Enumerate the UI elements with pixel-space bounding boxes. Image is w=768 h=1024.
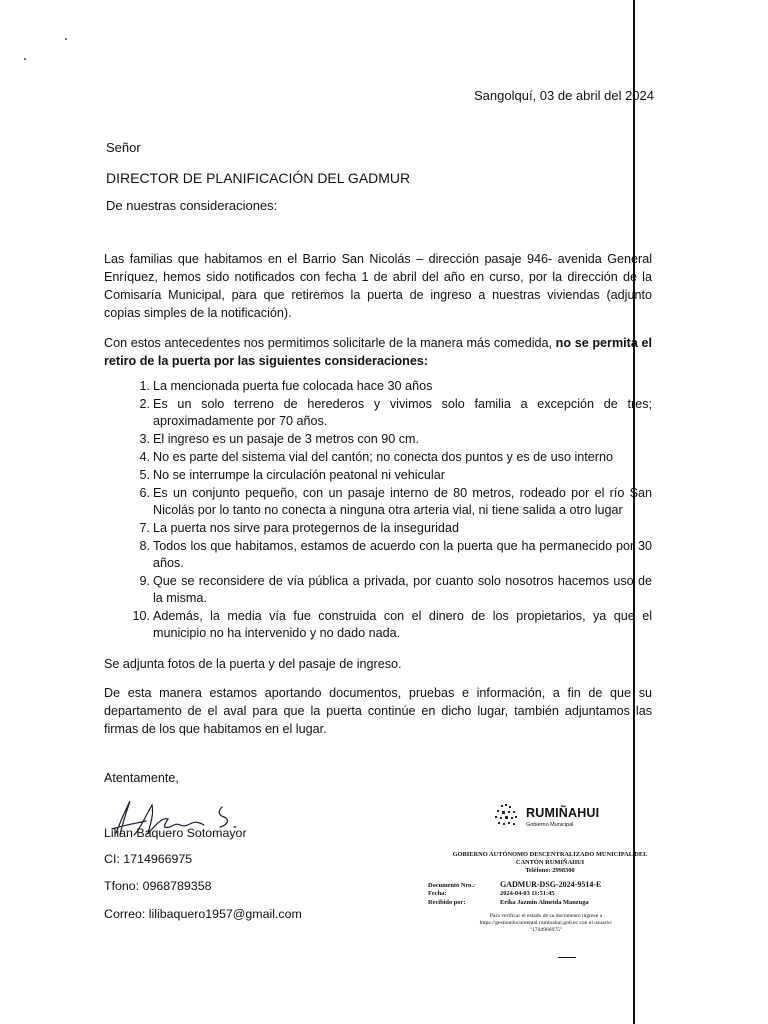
consideration-item xyxy=(104,485,652,519)
stamp-label: Fecha: xyxy=(428,890,447,897)
consideration-item xyxy=(104,449,652,466)
consideration-item xyxy=(104,467,652,484)
signer-ci: CI: 1714966975 xyxy=(104,852,193,866)
stamp-date xyxy=(428,890,555,897)
consideration-number: 9. xyxy=(139,574,150,588)
consideration-text: Que se reconsidere de vía pública a privada, por cuanto solo nosotros hacemos uso de la misma. xyxy=(153,574,652,605)
consideration-item xyxy=(104,396,652,430)
paragraph-attachments: Se adjunta fotos de la puerta y del pasaje de ingreso. xyxy=(104,657,402,671)
scan-speck xyxy=(65,38,67,40)
stamp-gov-line: CANTÓN RUMIÑAHUI xyxy=(515,859,585,866)
consideration-number: 7. xyxy=(139,521,150,535)
paragraph-closing-request: De esta manera estamos aportando documentos, pruebas e información, a fin de que su departamento de el aval para que la puerta continúe en dicho lugar, también adjuntamos las firmas de los que habitamos en el lugar. xyxy=(104,686,652,736)
stamp-brand: RUMIÑAHUI xyxy=(526,806,600,820)
consideration-number: 10. xyxy=(132,609,150,623)
stamp-label: Documento Nro.: xyxy=(428,882,476,889)
consideration-number: 5. xyxy=(139,468,150,482)
consideration-number: 6. xyxy=(139,486,150,500)
consideration-item xyxy=(104,608,652,642)
consideration-number: 4. xyxy=(139,450,150,464)
municipality-logo-icon xyxy=(492,803,520,829)
stamp-doc-number xyxy=(428,880,601,889)
consideration-text: Es un solo terreno de herederos y vivimos solo familia a excepción de tres; aproximadamente por 70 años. xyxy=(153,397,652,428)
request-bold-text: no se permita el retiro de la puerta por las siguientes consideraciones: xyxy=(104,336,652,368)
paragraph-request xyxy=(104,334,652,370)
date-line: Sangolquí, 03 de abril del 2024 xyxy=(474,88,654,103)
consideration-number: 8. xyxy=(139,539,150,553)
salutation: Señor xyxy=(106,140,141,155)
stamp-value: Erika Jazmín Almeida Manzuga xyxy=(500,899,589,906)
consideration-text: Además, la media vía fue construida con el dinero de los propietarios, ya que el municipio no ha intervenido y no dado nada. xyxy=(153,609,652,640)
considerations-list xyxy=(104,378,652,643)
consideration-number: 1. xyxy=(139,379,150,393)
consideration-number: 3. xyxy=(139,432,150,446)
consideration-text: Es un conjunto pequeño, con un pasaje interno de 80 metros, rodeado por el río San Nicolás por lo tanto no conecta a ninguna otra arteria vial, ni tiene salida a otro lugar xyxy=(153,486,652,517)
closing: Atentamente, xyxy=(104,771,179,785)
consideration-text: La mencionada puerta fue colocada hace 30 años xyxy=(153,379,433,393)
consideration-item xyxy=(104,573,652,607)
consideration-text: No se interrumpe la circulación peatonal ni vehicular xyxy=(153,468,445,482)
stamp-received-by xyxy=(428,899,589,906)
stamp-label: Recibido por: xyxy=(428,899,466,906)
stamp-government-name xyxy=(430,851,670,875)
stamp-brand-sub: Gobierno Municipal xyxy=(526,822,574,828)
stamp-gov-line: GOBIERNO AUTÓNOMO DESCENTRALIZADO MUNICIPAL DEL xyxy=(452,851,648,858)
consideration-item xyxy=(104,520,652,537)
stamp-gov-line: Teléfono: 2998300 xyxy=(525,867,575,874)
signer-phone: Tfono: 0968789358 xyxy=(104,879,212,893)
scan-speck xyxy=(24,58,26,60)
consideration-item xyxy=(104,378,652,395)
stamp-verification-note: Para verificar el estado de su documento ingrese a https://gestiondocumental.ruminahui.gob.ec con el usuario: "1704966975" xyxy=(479,913,613,933)
consideration-text: No es parte del sistema vial del cantón; no conecta dos puntos y es de uso interno xyxy=(153,450,613,464)
greeting: De nuestras consideraciones: xyxy=(106,198,278,213)
stamp-value: 2024-04-03 11:51:45 xyxy=(500,890,555,897)
recipient: DIRECTOR DE PLANIFICACIÓN DEL GADMUR xyxy=(106,170,411,186)
consideration-text: Todos los que habitamos, estamos de acuerdo con la puerta que ha permanecido por 30 años. xyxy=(153,539,652,570)
request-text: Con estos antecedentes nos permitimos solicitarle de la manera más comedida, xyxy=(104,336,556,350)
consideration-number: 2. xyxy=(139,397,150,411)
signer-email: Correo: lilibaquero1957@gmail.com xyxy=(104,907,302,921)
consideration-text: El ingreso es un pasaje de 3 metros con 90 cm. xyxy=(153,432,420,446)
consideration-text: La puerta nos sirve para protegernos de la inseguridad xyxy=(153,521,459,535)
consideration-item xyxy=(104,538,652,572)
signer-name: Lilian Baquero Sotomayor xyxy=(104,826,247,840)
consideration-item xyxy=(104,431,652,448)
stamp-value: GADMUR-DSG-2024-9514-E xyxy=(500,880,602,889)
paragraph-notification: Las familias que habitamos en el Barrio San Nicolás – dirección pasaje 946- avenida General Enríquez, hemos sido notificados con fecha 1 de abril del año en curso, por la dirección de la Comisaría Municipal, para que retiremos la puerta de ingreso a nuestras viviendas (adjunto copias simples de la notificación). xyxy=(104,252,652,320)
stamp-divider xyxy=(558,957,576,958)
